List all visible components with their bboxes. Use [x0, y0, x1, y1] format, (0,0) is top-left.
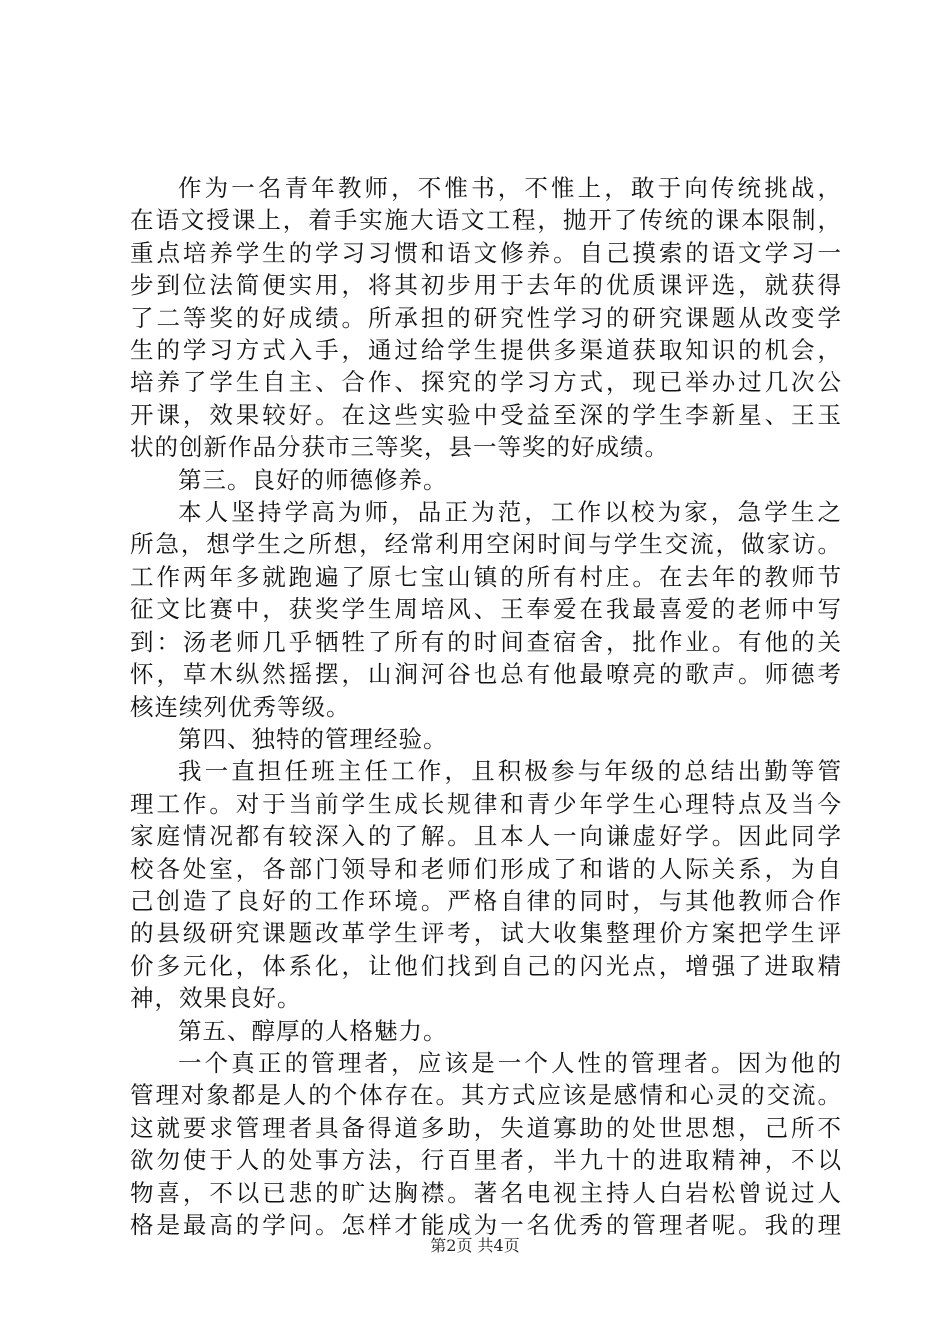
text-line: 培养了学生自主、合作、探究的学习方式，现已举办过几次公 [130, 368, 842, 397]
text-line: 重点培养学生的学习习惯和语文修养。自己摸索的语文学习一 [130, 238, 842, 267]
document-body [130, 172, 842, 1241]
text-line: 核连续列优秀等级。 [130, 692, 351, 721]
text-line: 管理对象都是人的个体存在。其方式应该是感情和心灵的交流。 [130, 1081, 842, 1110]
text-line: 一个真正的管理者，应该是一个人性的管理者。因为他的 [178, 1048, 842, 1077]
text-line: 到：汤老师几乎牺牲了所有的时间查宿舍，批作业。有他的关 [130, 627, 842, 656]
page-indicator: 第2页 共4页 [430, 1236, 520, 1255]
text-line: 欲勿使于人的处事方法，行百里者，半九十的进取精神，不以 [130, 1146, 842, 1175]
text-line: 了二等奖的好成绩。所承担的研究性学习的研究课题从改变学 [130, 303, 842, 332]
text-line: 在语文授课上，着手实施大语文工程，抛开了传统的课本限制， [130, 206, 842, 235]
text-line: 这就要求管理者具备得道多助，失道寡助的处世思想，己所不 [130, 1113, 842, 1142]
text-line: 步到位法简便实用，将其初步用于去年的优质课评选，就获得 [130, 271, 842, 300]
text-line: 征文比赛中，获奖学生周培风、王奉爱在我最喜爱的老师中写 [130, 595, 842, 624]
text-line: 本人坚持学高为师，品正为范，工作以校为家，急学生之 [178, 498, 842, 527]
text-line: 第四、独特的管理经验。 [178, 724, 448, 753]
text-line: 所急，想学生之所想，经常利用空闲时间与学生交流，做家访。 [130, 530, 842, 559]
text-line: 己创造了良好的工作环境。严格自律的同时，与其他教师合作 [130, 886, 842, 915]
text-line: 第三。良好的师德修养。 [178, 465, 448, 494]
text-line: 我一直担任班主任工作，且积极参与年级的总结出勤等管 [178, 757, 842, 786]
text-line: 价多元化，体系化，让他们找到自己的闪光点，增强了进取精 [130, 951, 842, 980]
text-line: 开课，效果较好。在这些实验中受益至深的学生李新星、王玉 [130, 400, 842, 429]
text-line: 神，效果良好。 [130, 984, 302, 1013]
text-line: 作为一名青年教师，不惟书，不惟上，敢于向传统挑战， [178, 174, 842, 202]
text-line: 家庭情况都有较深入的了解。且本人一向谦虚好学。因此同学 [130, 822, 842, 851]
text-line: 的县级研究课题改革学生评考，试大收集整理价方案把学生评 [130, 919, 842, 948]
text-line: 物喜，不以已悲的旷达胸襟。著名电视主持人白岩松曾说过人 [130, 1178, 842, 1207]
text-line: 校各处室，各部门领导和老师们形成了和谐的人际关系，为自 [130, 854, 842, 883]
page-footer [0, 1233, 950, 1256]
text-line: 状的创新作品分获市三等奖，县一等奖的好成绩。 [130, 433, 669, 462]
text-line: 理工作。对于当前学生成长规律和青少年学生心理特点及当今 [130, 789, 842, 818]
text-line: 生的学习方式入手，通过给学生提供多渠道获取知识的机会， [130, 336, 842, 365]
text-line: 怀，草木纵然摇摆，山涧河谷也总有他最嘹亮的歌声。师德考 [130, 660, 842, 689]
text-line: 格是最高的学问。怎样才能成为一名优秀的管理者呢。我的理 [130, 1211, 842, 1239]
text-line: 第五、醇厚的人格魅力。 [178, 1016, 448, 1045]
text-line: 工作两年多就跑遍了原七宝山镇的所有村庄。在去年的教师节 [130, 562, 842, 591]
